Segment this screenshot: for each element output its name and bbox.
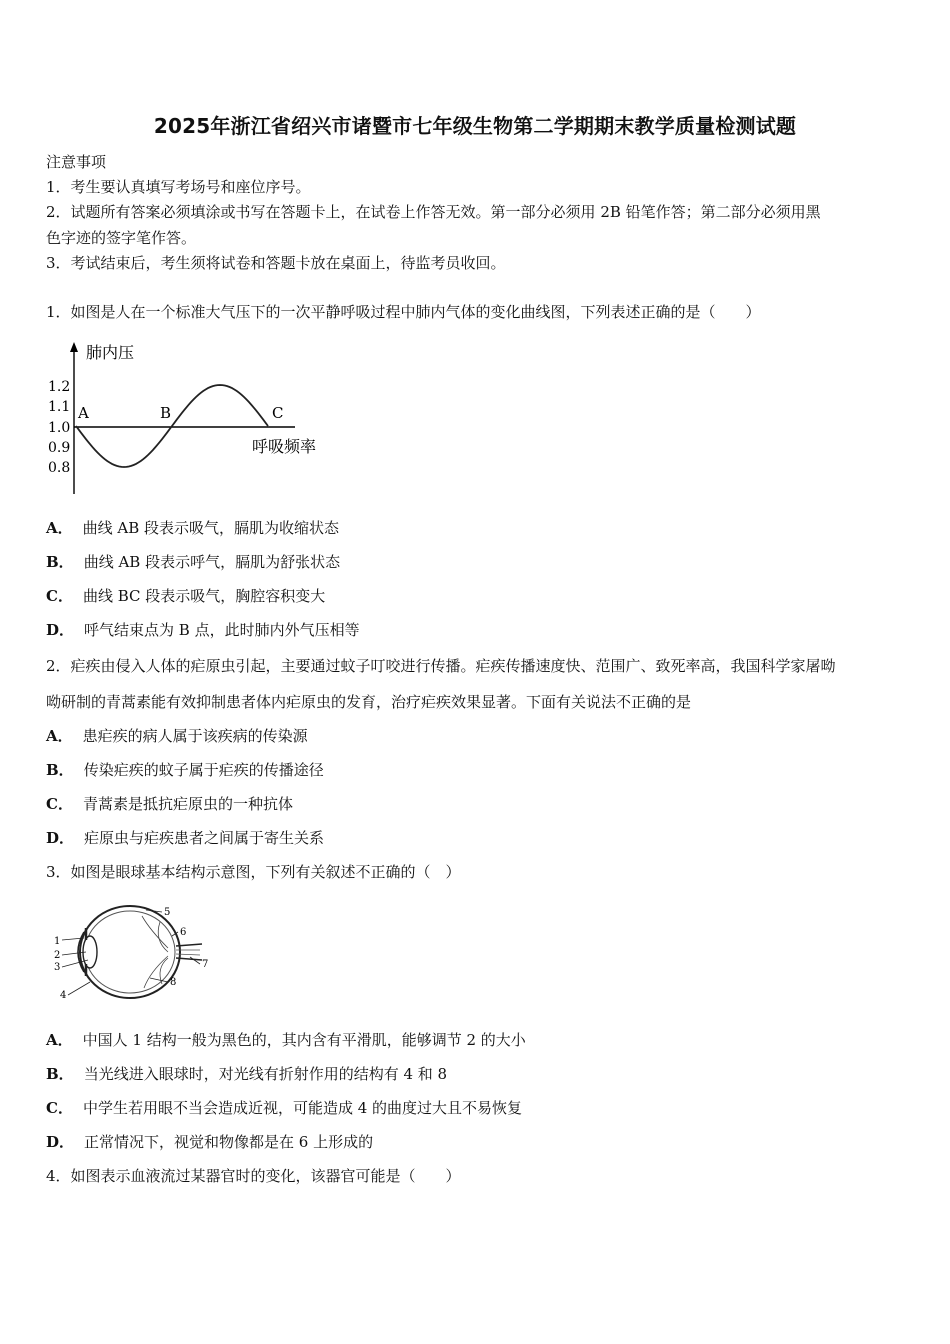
leader-line	[68, 982, 90, 995]
option-key: C．	[46, 795, 73, 813]
eyeball-diagram	[50, 900, 220, 1010]
y-tick-label: 1.2	[48, 379, 71, 395]
option-text: 正常情况下，视觉和物像都是在 6 上形成的	[84, 1133, 374, 1151]
notice-item: 色字迹的签字笔作答。	[46, 229, 197, 247]
y-tick-label: 1.1	[48, 399, 71, 415]
page-title: 2025年浙江省绍兴市诸暨市七年级生物第二学期期末教学质量检测试题	[153, 114, 797, 138]
point-label-b: B	[160, 404, 172, 422]
diagram-label: 1	[54, 936, 61, 947]
option-text: 呼气结束点为 B 点，此时肺内外气压相等	[84, 621, 360, 639]
option-text: 中学生若用眼不当会造成近视，可能造成 4 的曲度过大且不易恢复	[82, 1099, 523, 1117]
option	[46, 586, 325, 606]
option	[46, 518, 339, 538]
leader-line	[62, 960, 88, 967]
notice-item: 1．考生要认真填写考场号和座位序号。	[46, 178, 311, 196]
option	[46, 1030, 526, 1050]
leader-line	[150, 978, 168, 982]
q3-stem: 3．如图是眼球基本结构示意图，下列有关叙述不正确的（ ）	[46, 863, 461, 881]
option	[46, 552, 340, 572]
diagram-label: 3	[54, 962, 61, 973]
pressure-curve	[76, 385, 268, 467]
q4-stem: 4．如图表示血液流过某器官时的变化，该器官可能是（ ）	[46, 1167, 461, 1185]
option-text: 曲线 AB 段表示吸气，膈肌为收缩状态	[82, 519, 340, 537]
diagram-label: 5	[164, 907, 171, 918]
diagram-label: 2	[54, 950, 61, 961]
y-tick-label: 0.9	[48, 440, 71, 456]
notice-item: 2．试题所有答案必须填涂或书写在答题卡上，在试卷上作答无效。第一部分必须用 2B 铅笔作答；第二部分必须用黑	[46, 203, 821, 221]
option	[46, 794, 293, 814]
option-key: B．	[46, 761, 74, 779]
y-axis-label: 肺内压	[86, 343, 135, 362]
option-key: C．	[46, 587, 73, 605]
option-text: 疟原虫与疟疾患者之间属于寄生关系	[84, 829, 325, 847]
option-key: B．	[46, 1065, 74, 1083]
notice-heading: 注意事项	[46, 153, 107, 171]
y-tick-label: 1.0	[48, 420, 71, 436]
option	[46, 1132, 373, 1152]
option	[46, 760, 324, 780]
diagram-label: 4	[60, 990, 67, 1001]
option-key: D．	[46, 829, 75, 847]
option	[46, 1098, 522, 1118]
option-text: 当光线进入眼球时，对光线有折射作用的结构有 4 和 8	[83, 1065, 448, 1083]
diagram-label: 8	[170, 977, 177, 988]
x-axis-label: 呼吸频率	[252, 437, 317, 456]
diagram-label: 7	[202, 959, 209, 970]
leader-line	[190, 957, 200, 964]
y-axis-arrow	[70, 342, 78, 352]
notice-item: 3．考试结束后，考生须将试卷和答题卡放在桌面上，待监考员收回。	[46, 254, 506, 272]
option-key: D．	[46, 621, 75, 639]
option	[46, 726, 308, 746]
option-key: B．	[46, 553, 74, 571]
option-text: 中国人 1 结构一般为黑色的，其内含有平滑肌，能够调节 2 的大小	[82, 1031, 526, 1049]
point-label-c: C	[272, 404, 284, 422]
q1-stem: 1．如图是人在一个标准大气压下的一次平静呼吸过程中肺内气体的变化曲线图，下列表述正确的是（ ）	[46, 303, 761, 321]
option-text: 传染疟疾的蚊子属于疟疾的传播途径	[83, 761, 324, 779]
q2-stem: 2．疟疾由侵入人体的疟原虫引起，主要通过蚊子叮咬进行传播。疟疾传播速度快、范围广、致死率高，我国科学家屠呦	[46, 657, 836, 675]
vessel-line	[142, 916, 168, 948]
option-text: 患疟疾的病人属于该疾病的传染源	[82, 727, 308, 745]
point-label-a: A	[78, 404, 89, 422]
option-text: 曲线 BC 段表示吸气，胸腔容积变大	[82, 587, 326, 605]
option-key: C．	[46, 1099, 73, 1117]
y-tick-label: 0.8	[48, 460, 71, 476]
option-key: A．	[46, 519, 73, 537]
option-key: D．	[46, 1133, 75, 1151]
option-key: A．	[46, 1031, 73, 1049]
option	[46, 828, 324, 848]
option-text: 曲线 AB 段表示呼气，膈肌为舒张状态	[83, 553, 341, 571]
option-text: 青蒿素是抵抗疟原虫的一种抗体	[82, 795, 293, 813]
option	[46, 1064, 447, 1084]
pressure-chart	[40, 338, 340, 503]
option	[46, 620, 360, 640]
diagram-label: 6	[180, 927, 187, 938]
vessel-line	[158, 922, 168, 952]
vessel-line	[144, 956, 168, 988]
option-key: A．	[46, 727, 73, 745]
q2-stem: 呦研制的青蒿素能有效抑制患者体内疟原虫的发育，治疗疟疾效果显著。下面有关说法不正确的是	[46, 693, 692, 711]
